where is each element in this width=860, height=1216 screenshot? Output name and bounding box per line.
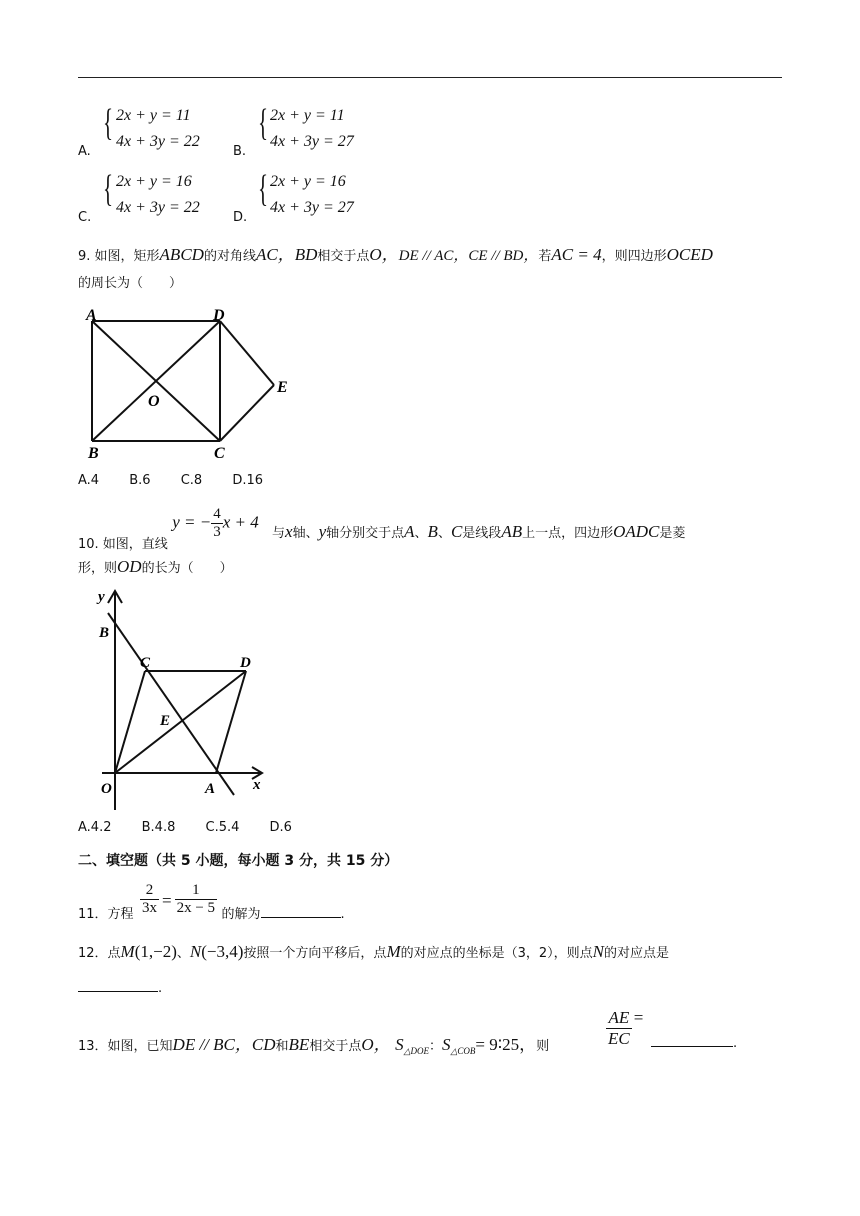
- q10-stem-line1b: 与x轴、y轴分别交于点A、B、C是线段AB上一点，四边形OADC是菱: [272, 522, 686, 541]
- answer-blank: [651, 1030, 733, 1047]
- label-c: C: [214, 445, 225, 462]
- q10-choice-c: C.5.4: [205, 820, 240, 835]
- answer-blank: [78, 991, 158, 992]
- q8-option-a-label: A.: [78, 144, 91, 159]
- q9-choice-b: B.6: [129, 473, 151, 488]
- label-b: B: [99, 625, 110, 641]
- q8-c-eq2: 4x + 3y = 22: [116, 199, 200, 216]
- q10-choice-d: D.6: [269, 820, 292, 835]
- brace: {: [258, 102, 269, 144]
- q8-a-eq1: 2x + y = 11: [116, 107, 191, 124]
- label-b: B: [88, 445, 99, 462]
- brace: {: [103, 102, 114, 144]
- axis-label-y: y: [98, 589, 105, 605]
- label-d: D: [240, 655, 251, 671]
- label-e: E: [160, 713, 171, 729]
- q13-answer: .: [651, 1030, 737, 1051]
- q8-option-b-label: B.: [233, 144, 247, 159]
- header-rule: [78, 77, 782, 78]
- q8-d-eq2: 4x + 3y = 27: [270, 199, 354, 216]
- q11: 11．方程 $\frac{2}{3x}$ = $\frac{1}{2x - 5}$ 的解为 .: [78, 882, 345, 922]
- q10-choice-a: A.4.2: [78, 820, 112, 835]
- q12-line1: 12．点M(1,−2)、N(−3,4)按照一个方向平移后，点M的对应点的坐标是（3，2），则点N的对应点是: [78, 942, 670, 961]
- q9-figure: [80, 305, 300, 465]
- label-a: A: [205, 781, 216, 797]
- q10-choices: [78, 820, 292, 835]
- q9-choice-d: D.16: [232, 473, 263, 488]
- label-o: O: [148, 393, 160, 410]
- fraction: $\frac{4}{3}$: [213, 506, 221, 540]
- q9-stem-line2: 的周长为（ ）: [78, 276, 183, 291]
- q8-a-eq2: 4x + 3y = 22: [116, 133, 200, 150]
- answer-blank: [261, 917, 341, 918]
- q13-fraction: $\frac{AE}{EC}$ =: [608, 1007, 644, 1048]
- q10-choice-b: B.4.8: [141, 820, 176, 835]
- q8-b-eq1: 2x + y = 11: [270, 107, 345, 124]
- q10-figure: [90, 585, 270, 815]
- section-heading: 二、填空题（共 5 小题，每小题 3 分，共 15 分）: [78, 853, 399, 869]
- axis-label-x: x: [253, 777, 261, 793]
- q8-b-eq2: 4x + 3y = 27: [270, 133, 354, 150]
- q8-option-c-label: C.: [78, 210, 92, 225]
- brace: {: [258, 168, 269, 210]
- q10-stem-line1: 10. 如图，直线 y = − $\frac{4}{3}$ x + 4: [78, 506, 259, 552]
- q12-line2: .: [78, 980, 162, 996]
- q9-choices: [78, 473, 263, 488]
- q13: 13．如图，已知DE // BC，CD和BE相交于点O， $S_{\triangle DOE}$：$S_{\triangle COB}=$ 9∶25，则: [78, 1035, 550, 1056]
- q8-d-eq1: 2x + y = 16: [270, 173, 346, 190]
- brace: {: [103, 168, 114, 210]
- label-d: D: [213, 307, 225, 324]
- label-c: C: [140, 655, 151, 671]
- label-e: E: [277, 379, 288, 396]
- label-a: A: [86, 307, 97, 324]
- q8-option-d-label: D.: [233, 210, 248, 225]
- q8-c-eq1: 2x + y = 16: [116, 173, 192, 190]
- q9-choice-a: A.4: [78, 473, 100, 488]
- q9-choice-c: C.8: [180, 473, 203, 488]
- q9-stem-line1: 9. 如图，矩形ABCD的对角线AC，BD相交于点O，DE // AC，CE // BD，若AC = 4，则四边形OCED: [78, 245, 713, 264]
- label-o: O: [101, 781, 112, 797]
- q10-stem-line2: 形，则OD的长为（ ）: [78, 557, 233, 576]
